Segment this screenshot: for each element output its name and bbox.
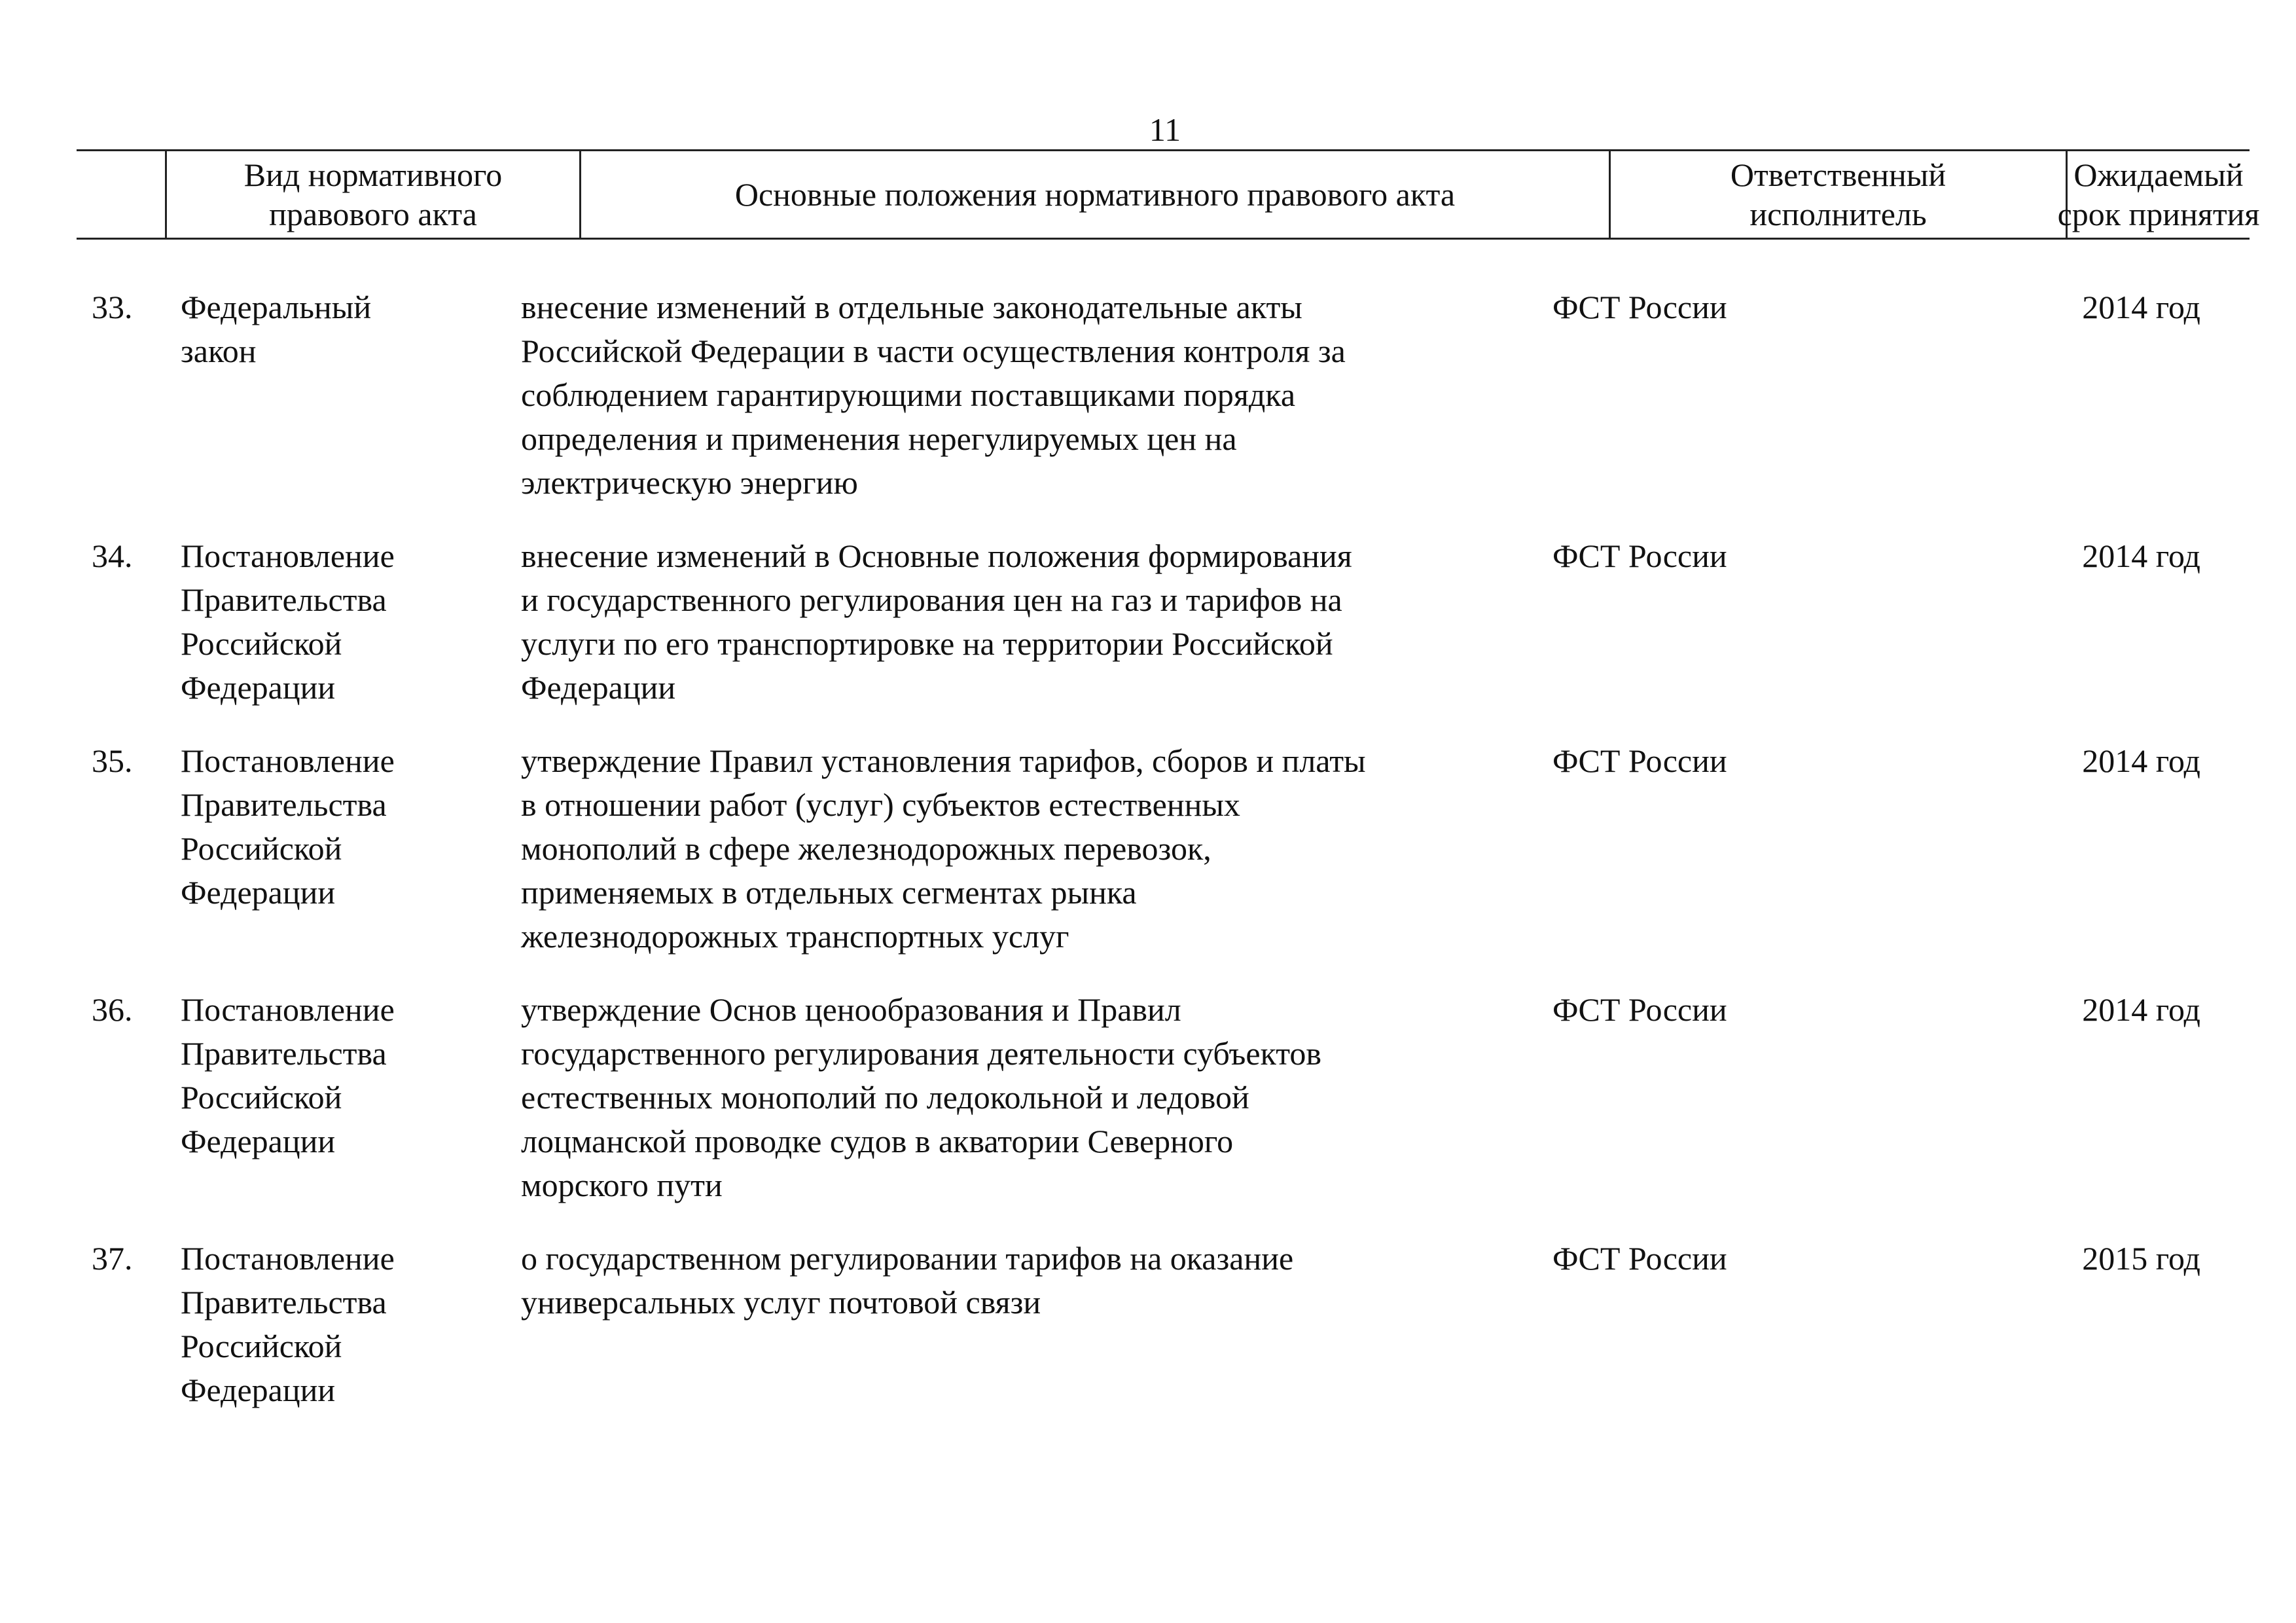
description-line: морского пути: [521, 1167, 723, 1203]
act-type-line: Федерации: [181, 1123, 336, 1159]
description-line: универсальных услуг почтовой связи: [521, 1284, 1041, 1321]
row-number: 35.: [92, 742, 133, 779]
table-header: [77, 149, 2260, 240]
row-description: [521, 988, 1529, 1207]
header-num-cell: [77, 151, 165, 238]
row-act-type: [181, 988, 495, 1163]
act-type-line: Федерации: [181, 874, 336, 911]
header-kind-line2: правового акта: [269, 196, 477, 232]
act-type-line: Федерации: [181, 1372, 336, 1408]
act-type-line: Постановление: [181, 742, 395, 779]
row-executor: ФСТ России: [1552, 742, 1727, 779]
description-line: государственного регулирования деятельности субъектов: [521, 1035, 1321, 1072]
row-description: [521, 285, 1529, 505]
row-executor: ФСТ России: [1552, 991, 1727, 1028]
description-line: определения и применения нерегулируемых цен на: [521, 420, 1237, 457]
header-term-cell: [2057, 151, 2260, 238]
act-type-line: Российской: [181, 1328, 342, 1364]
description-line: утверждение Основ ценообразования и Правил: [521, 991, 1181, 1028]
description-line: лоцманской проводке судов в акватории Северного: [521, 1123, 1234, 1159]
description-line: электрическую энергию: [521, 464, 858, 501]
description-line: о государственном регулировании тарифов на оказание: [521, 1240, 1294, 1277]
description-line: услуги по его транспортировке на территории Российской: [521, 625, 1333, 662]
act-type-line: Постановление: [181, 538, 395, 574]
row-executor: ФСТ России: [1552, 538, 1727, 574]
description-line: Федерации: [521, 669, 676, 706]
act-type-line: Правительства: [181, 581, 387, 618]
header-exec-line2: исполнитель: [1749, 196, 1927, 232]
table-row: [0, 739, 2296, 958]
row-executor: ФСТ России: [1552, 289, 1727, 325]
header-kind-line1: Вид нормативного: [243, 156, 503, 193]
table-row: [0, 285, 2296, 505]
description-line: применяемых в отдельных сегментах рынка: [521, 874, 1137, 911]
row-act-type: [181, 534, 495, 710]
description-line: утверждение Правил установления тарифов, сборов и платы: [521, 742, 1366, 779]
header-term-line1: Ожидаемый: [2073, 156, 2244, 193]
table-row: [0, 534, 2296, 710]
header-exec-cell: [1611, 151, 2066, 238]
page-number: 11: [1149, 111, 1181, 148]
row-number: 33.: [92, 289, 133, 325]
row-executor: ФСТ России: [1552, 1240, 1727, 1277]
header-kind-cell: [167, 151, 579, 238]
header-desc: Основные положения нормативного правового акта: [734, 176, 1456, 213]
row-act-type: [181, 1237, 495, 1412]
act-type-line: Правительства: [181, 1035, 387, 1072]
table-row: [0, 988, 2296, 1207]
act-type-line: Российской: [181, 625, 342, 662]
row-term: 2014 год: [2082, 742, 2200, 779]
act-type-line: Федеральный: [181, 289, 372, 325]
row-description: [521, 1237, 1529, 1324]
description-line: внесение изменений в отдельные законодательные акты: [521, 289, 1302, 325]
description-line: в отношении работ (услуг) субъектов естественных: [521, 786, 1240, 823]
header-exec-line1: Ответственный: [1730, 156, 1946, 193]
act-type-line: Федерации: [181, 669, 336, 706]
row-act-type: [181, 285, 495, 373]
row-number: 37.: [92, 1240, 133, 1277]
act-type-line: Правительства: [181, 786, 387, 823]
row-description: [521, 739, 1529, 958]
row-act-type: [181, 739, 495, 915]
description-line: и государственного регулирования цен на газ и тарифов на: [521, 581, 1342, 618]
description-line: железнодорожных транспортных услуг: [521, 918, 1069, 955]
act-type-line: Российской: [181, 1079, 342, 1116]
description-line: монополий в сфере железнодорожных перевозок,: [521, 830, 1211, 867]
row-description: [521, 534, 1529, 710]
row-term: 2014 год: [2082, 289, 2200, 325]
act-type-line: Правительства: [181, 1284, 387, 1321]
table-row: [0, 1237, 2296, 1412]
act-type-line: Постановление: [181, 991, 395, 1028]
description-line: внесение изменений в Основные положения формирования: [521, 538, 1352, 574]
header-term-line2: срок принятия: [2057, 196, 2260, 232]
description-line: естественных монополий по ледокольной и ледовой: [521, 1079, 1249, 1116]
act-type-line: Постановление: [181, 1240, 395, 1277]
description-line: Российской Федерации в части осуществления контроля за: [521, 333, 1346, 369]
row-number: 36.: [92, 991, 133, 1028]
row-number: 34.: [92, 538, 133, 574]
header-desc-cell: [581, 151, 1609, 238]
row-term: 2015 год: [2082, 1240, 2200, 1277]
act-type-line: закон: [181, 333, 257, 369]
act-type-line: Российской: [181, 830, 342, 867]
table-body: [0, 285, 2296, 1442]
row-term: 2014 год: [2082, 538, 2200, 574]
description-line: соблюдением гарантирующими поставщиками порядка: [521, 376, 1296, 413]
row-term: 2014 год: [2082, 991, 2200, 1028]
